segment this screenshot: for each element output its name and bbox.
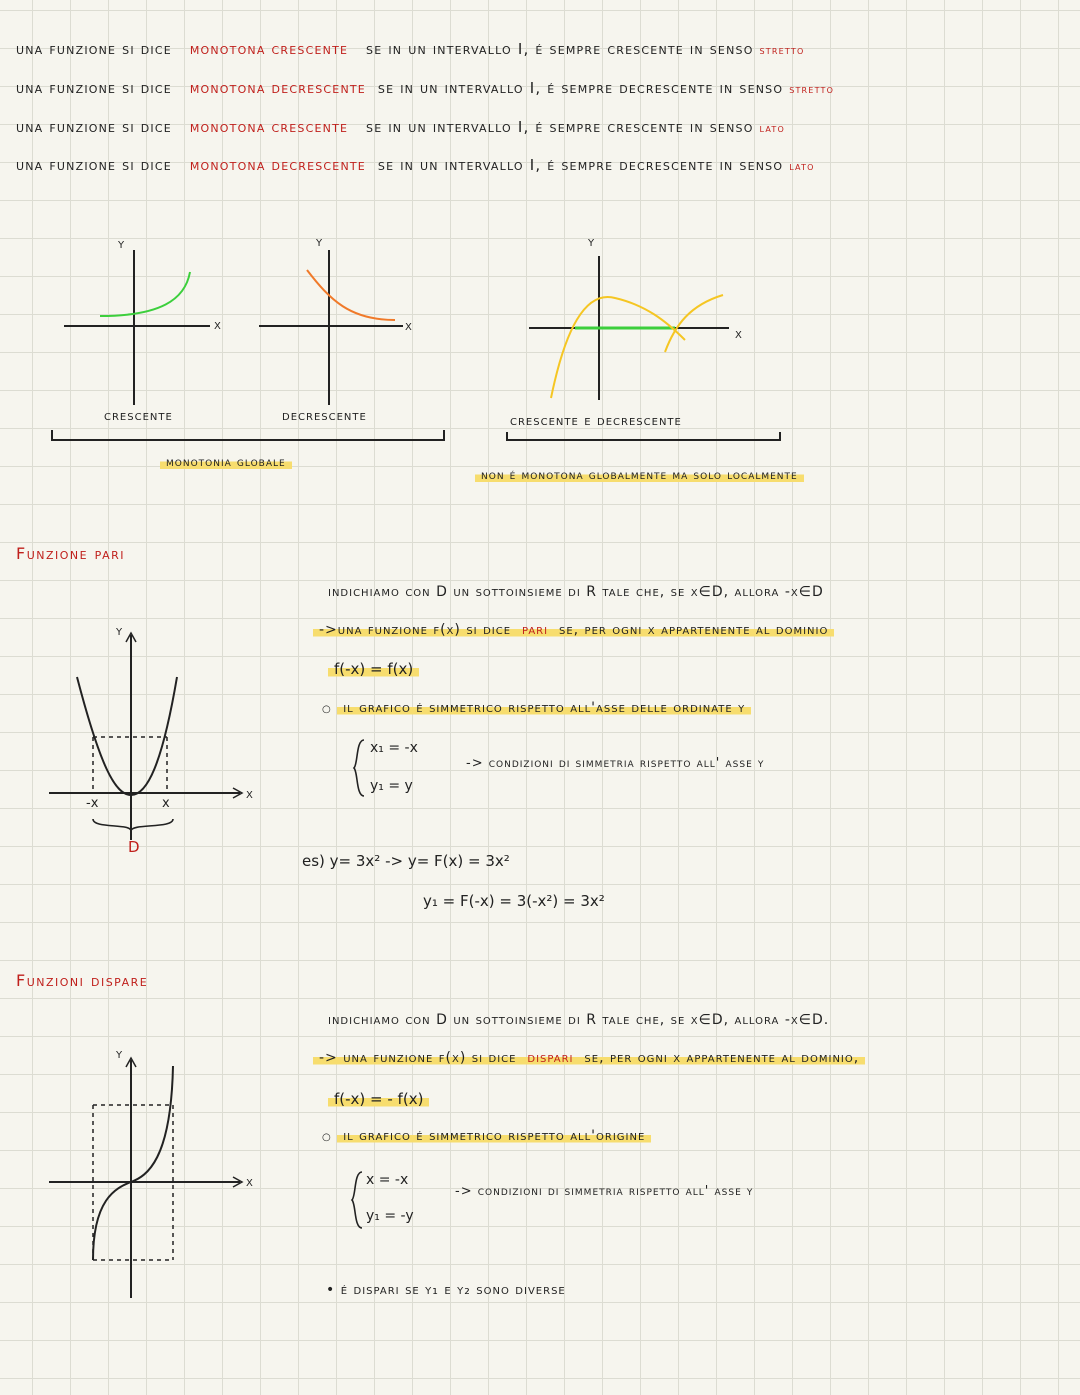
dispari-line1: indichiamo con D un sottoinsieme di R tale che, se x∈D, allora -x∈D. — [328, 1012, 830, 1028]
pari-ex2: y₁ = F(-x) = 3(-x²) = 3x² — [423, 892, 605, 910]
graph2-y-label: y — [316, 234, 324, 250]
graph-decrescente — [255, 240, 425, 410]
pari-brace — [352, 738, 366, 798]
pari-sys1: x₁ = -x — [370, 740, 418, 756]
pari-ex1: es) y= 3x² -> y= F(x) = 3x² — [302, 852, 510, 870]
graph-dispari — [45, 1050, 275, 1305]
pari-bullet-row — [322, 700, 751, 716]
cresc-decresc-label: crescente e decrescente — [510, 413, 682, 429]
graph-pari-y: y — [116, 623, 124, 639]
dispari-bullet-row — [322, 1128, 651, 1144]
graph-pari-x-axis: x — [246, 786, 254, 802]
dispari-line2-pre: -> una funzione f(x) si dice — [319, 1050, 517, 1066]
pari-line2-post: se, per ogni x appartenente al dominio — [558, 622, 829, 638]
dispari-bullet: il grafico é simmetrico rispetto all'origine — [337, 1128, 651, 1144]
dispari-sys2: y₁ = -y — [366, 1208, 414, 1224]
line-prefix: una funzione si dice — [16, 156, 172, 174]
bracket-globale — [50, 430, 450, 444]
pari-line2-term: pari — [521, 622, 549, 638]
pari-line2 — [313, 622, 834, 638]
line-end: lato — [789, 159, 815, 173]
monotonia-line-4 — [16, 156, 815, 174]
dispari-line2-post: se, per ogni x appartenente al dominio, — [584, 1050, 860, 1066]
monotonia-line-2 — [16, 79, 834, 97]
line-term: monotona crescente — [189, 40, 349, 58]
graph1-x-label: x — [214, 317, 222, 333]
globale-label: monotonia globale — [160, 455, 292, 470]
line-term: monotona decrescente — [189, 79, 366, 97]
graph2-x-label: x — [405, 318, 413, 334]
dispari-cond: -> condizioni di simmetria rispetto all' asse y — [455, 1184, 754, 1199]
line-end: lato — [759, 121, 786, 135]
pari-line1: indichiamo con D un sottoinsieme di R tale che, se x∈D, allora -x∈D — [328, 584, 824, 600]
line-term: monotona decrescente — [189, 156, 366, 174]
line-prefix: una funzione si dice — [16, 79, 172, 97]
pari-line2-pre: ->una funzione f(x) si dice — [319, 622, 512, 638]
line-prefix: una funzione si dice — [16, 118, 172, 136]
decrescente-label: decrescente — [282, 408, 367, 424]
dispari-final: é dispari se y₁ e y₂ sono diverse — [340, 1282, 566, 1298]
monotonia-line-1 — [16, 40, 804, 58]
line-mid: se in un intervallo I, é sempre decrescente in senso — [377, 156, 784, 174]
line-end: stretto — [759, 43, 805, 57]
bullet-icon: • — [326, 1282, 336, 1298]
line-term: monotona crescente — [189, 118, 349, 136]
bracket-locale — [505, 432, 785, 444]
monotonia-line-3 — [16, 118, 785, 136]
dispari-line2-term: dispari — [527, 1050, 574, 1066]
pari-title: Funzione pari — [16, 544, 126, 563]
graph3-x-label: x — [735, 326, 743, 342]
pari-sys2: y₁ = y — [370, 778, 413, 794]
graph-pari — [45, 625, 275, 865]
pari-cond: -> condizioni di simmetria rispetto all' asse y — [466, 756, 765, 771]
graph-cresc-decresc — [525, 250, 745, 410]
dispari-sys1: x = -x — [366, 1172, 409, 1188]
line-mid: se in un intervallo I, é sempre decrescente in senso — [377, 79, 784, 97]
graph1-y-label: y — [118, 236, 126, 252]
graph-pari-neg-x: -x — [86, 796, 99, 811]
graph-pari-pos-x: x — [162, 796, 170, 811]
dispari-formula: f(-x) = - f(x) — [328, 1090, 429, 1108]
graph-crescente — [60, 240, 230, 410]
pari-formula: f(-x) = f(x) — [328, 660, 419, 678]
dispari-title: Funzioni dispare — [16, 971, 149, 990]
graph-pari-d: D — [128, 838, 140, 856]
bullet-icon: ○ — [322, 1132, 332, 1143]
bullet-icon: ○ — [322, 704, 332, 715]
crescente-label: crescente — [104, 408, 173, 424]
line-mid: se in un intervallo I, é sempre crescente in senso — [366, 40, 754, 58]
dispari-line2 — [313, 1050, 865, 1066]
graph-dispari-y: y — [116, 1046, 124, 1062]
graph-dispari-x: x — [246, 1174, 254, 1190]
graph3-y-label: y — [588, 234, 596, 250]
dispari-final-row — [326, 1282, 566, 1298]
line-end: stretto — [789, 82, 835, 96]
locale-label: non é monotona globalmente ma solo localmente — [475, 468, 804, 483]
line-mid: se in un intervallo I, é sempre crescente in senso — [366, 118, 754, 136]
pari-bullet: il grafico é simmetrico rispetto all'asse delle ordinate y — [337, 700, 751, 716]
dispari-brace — [350, 1170, 364, 1230]
line-prefix: una funzione si dice — [16, 40, 172, 58]
